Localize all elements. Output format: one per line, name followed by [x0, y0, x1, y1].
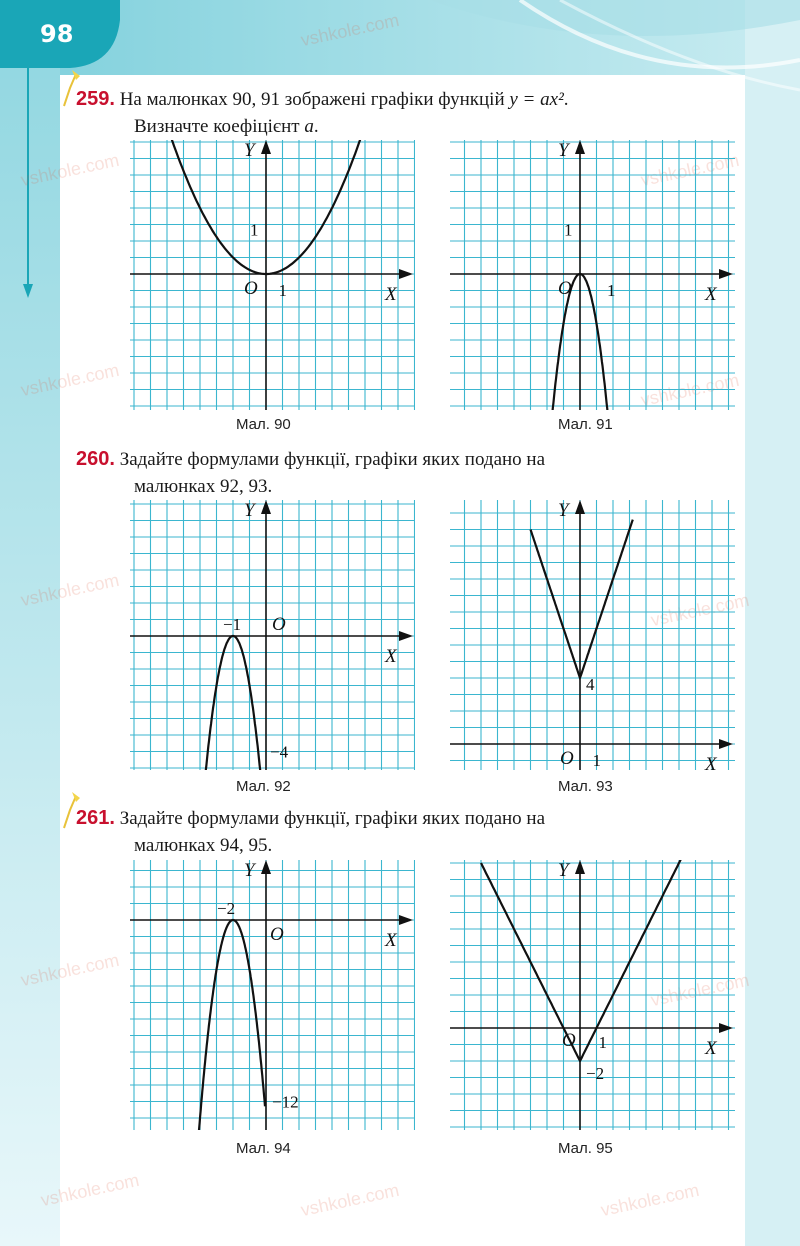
x-axis-arrow: [399, 915, 413, 925]
task-260-line2: [76, 473, 726, 500]
grid: [450, 500, 735, 770]
x-tick-label: 1: [598, 1033, 607, 1052]
y-axis-label: Y: [244, 860, 255, 881]
y-axis-label: Y: [558, 860, 569, 881]
x-tick-label: 1: [607, 281, 616, 300]
figure-caption: Мал. 93: [558, 778, 613, 795]
y-axis-label: Y: [244, 140, 255, 161]
grid: [130, 140, 415, 410]
x-tick-label: −2: [217, 899, 236, 918]
figure-caption: Мал. 90: [236, 416, 291, 433]
watermark: vshkole.com: [38, 1169, 141, 1211]
grid: [450, 140, 735, 410]
task-number: 260.: [76, 448, 115, 470]
figure-90: [130, 140, 415, 410]
y-axis-arrow: [575, 500, 585, 514]
function-graph: [481, 860, 682, 1061]
page-number: 98: [40, 20, 74, 48]
origin-label: O: [244, 278, 258, 299]
task-text: Задайте формулами функції, графіки яких подано на: [119, 449, 546, 470]
origin-label: O: [270, 924, 284, 945]
x-axis-label: X: [385, 646, 397, 667]
watermark: vshkole.com: [18, 359, 121, 401]
task-text-end: .: [563, 89, 569, 110]
task-259: [76, 86, 726, 140]
y-tick-label: 1: [250, 220, 259, 240]
x-axis-arrow: [399, 269, 413, 279]
origin-label: O: [272, 614, 286, 635]
function-graph: [199, 920, 265, 1130]
task-text: малюнках 92, 93.: [134, 476, 273, 497]
y-tick-label: 1: [564, 220, 573, 240]
figure-caption: Мал. 92: [236, 778, 291, 795]
watermark: vshkole.com: [638, 149, 741, 191]
watermark: vshkole.com: [18, 569, 121, 611]
x-axis-arrow: [399, 631, 413, 641]
y-tick-label: −2: [586, 1064, 605, 1083]
watermark: vshkole.com: [648, 969, 751, 1011]
x-axis-label: X: [385, 284, 397, 305]
grid: [450, 860, 735, 1130]
formula: y = ax²: [509, 89, 564, 110]
task-261-line2: [76, 832, 726, 859]
x-axis-label: X: [385, 930, 397, 951]
watermark: vshkole.com: [298, 9, 401, 51]
x-tick-label: 1: [278, 281, 287, 300]
function-graph: [146, 140, 390, 274]
task-text: Визначте коефіцієнт: [134, 116, 305, 137]
x-axis-label: X: [705, 1038, 717, 1059]
x-axis-label: X: [705, 754, 717, 770]
task-261: [76, 805, 726, 859]
origin-label: O: [560, 748, 574, 769]
figure-91: [450, 140, 735, 410]
task-number: 259.: [76, 88, 115, 110]
task-259-line2: [76, 113, 726, 140]
figure-95: [450, 860, 735, 1130]
figure-92: [130, 500, 415, 770]
x-axis-label: X: [705, 284, 717, 305]
task-text: Задайте формулами функції, графіки яких подано на: [119, 808, 546, 829]
task-text: малюнках 94, 95.: [134, 835, 273, 856]
task-number: 261.: [76, 807, 115, 829]
x-axis-arrow: [719, 1023, 733, 1033]
x-tick-label: 1: [592, 751, 601, 770]
task-260: [76, 446, 726, 500]
y-axis-arrow: [261, 860, 271, 874]
origin-label: O: [558, 278, 572, 299]
grid: [130, 500, 415, 770]
y-tick-label: 4: [586, 675, 595, 694]
function-graph: [531, 520, 633, 678]
watermark: vshkole.com: [18, 149, 121, 191]
origin-label: O: [562, 1030, 576, 1051]
y-tick-label: −4: [270, 742, 289, 762]
task-text: На малюнках 90, 91 зображені графіки функцій: [119, 89, 510, 110]
figure-93: [450, 500, 735, 770]
task-text-end: .: [313, 116, 319, 137]
grid: [130, 860, 415, 1130]
watermark: vshkole.com: [298, 1179, 401, 1221]
y-axis-label: Y: [558, 140, 569, 161]
y-tick-label: −12: [272, 1092, 299, 1112]
variable-a: a: [304, 116, 314, 137]
x-axis-arrow: [719, 739, 733, 749]
task-261-line1: [76, 805, 726, 832]
watermark: vshkole.com: [598, 1179, 701, 1221]
x-axis-arrow: [719, 269, 733, 279]
watermark: vshkole.com: [638, 369, 741, 411]
watermark: vshkole.com: [18, 949, 121, 991]
task-260-line1: [76, 446, 726, 473]
task-259-line1: [76, 86, 726, 113]
figure-caption: Мал. 94: [236, 1140, 291, 1157]
watermark: vshkole.com: [648, 589, 751, 631]
figure-caption: Мал. 95: [558, 1140, 613, 1157]
y-axis-label: Y: [244, 500, 255, 521]
x-tick-label: −1: [223, 615, 242, 634]
y-axis-arrow: [575, 860, 585, 874]
figure-94: [130, 860, 415, 1130]
y-axis-label: Y: [558, 500, 569, 521]
y-axis-arrow: [261, 500, 271, 514]
figure-caption: Мал. 91: [558, 416, 613, 433]
